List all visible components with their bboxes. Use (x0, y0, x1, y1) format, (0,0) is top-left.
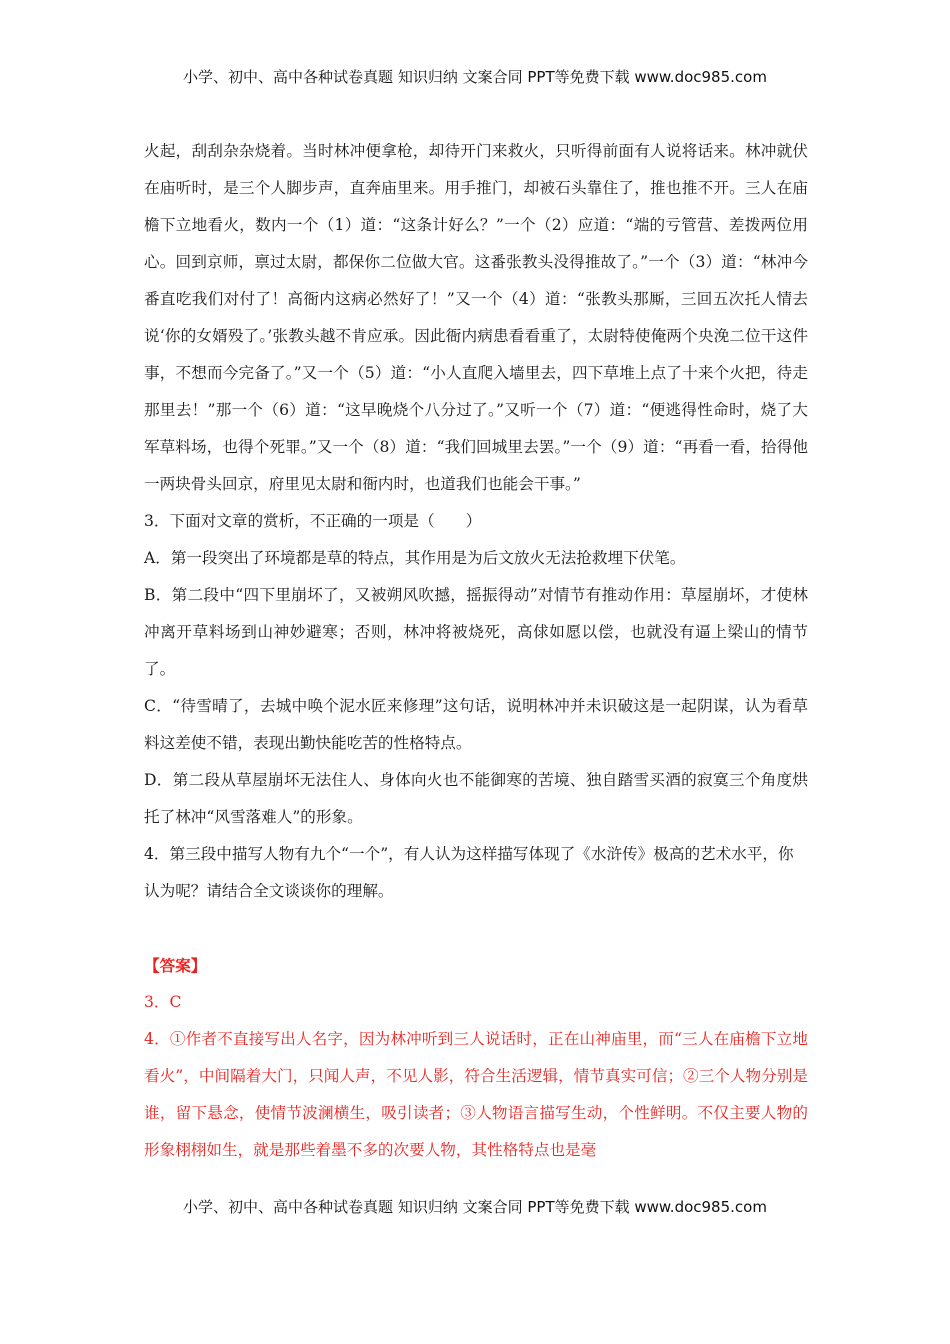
question-3-stem: 3．下面对文章的赏析，不正确的一项是（ ） (144, 512, 482, 530)
page-footer: 小学、初中、高中各种试卷真题 知识归纳 文案合同 PPT等免费下载 www.doc985.com (183, 1198, 767, 1216)
answer-title: 【答案】 (144, 956, 207, 975)
option-a: A．第一段突出了环境都是草的特点，其作用是为后文放火无法抢救埋下伏笔。 (144, 549, 686, 567)
option-b: B．第二段中“四下里崩坏了，又被朔风吹撼，摇振得动”对情节有推动作用：草屋崩坏，才使林冲离开草料场到山神妙避寒；否则，林冲将被烧死，高俅如愿以偿，也就没有逼上梁山的情节了。 (144, 586, 808, 678)
page-header: 小学、初中、高中各种试卷真题 知识归纳 文案合同 PPT等免费下载 www.doc985.com (183, 68, 767, 86)
passage-paragraph: 火起，刮刮杂杂烧着。当时林冲便拿枪，却待开门来救火，只听得前面有人说将话来。林冲就伏在庙听时，是三个人脚步声，直奔庙里来。用手推门，却被石头靠住了，推也推不开。三人在庙檐下立地看火，数内一个（1）道：“这条计好么？”一个（2）应道：“端的亏管营、差拨两位用心。回到京师，禀过太尉，都保你二位做大官。这番张教头没得推故了。”一个（3）道：“林冲今番直吃我们对付了！高衙内这病必然好了！”又一个（4）道：“张教头那厮，三回五次托人情去说‘你的女婿殁了。’张教头越不肯应承。因此衙内病患看看重了，太尉特使俺两个央浼二位干这件事，不想而今完备了。”又一个（5）道：“小人直爬入墙里去，四下草堆上点了十来个火把，待走那里去！”那一个（6）道：“这早晚烧个八分过了。”又听一个（7）道：“便逃得性命时，烧了大军草料场，也得个死罪。”又一个（8）道：“我们回城里去罢。”一个（9）道：“再看一看，拾得他一两块骨头回京，府里见太尉和衙内时，也道我们也能会干事。” (144, 142, 808, 493)
option-d: D．第二段从草屋崩坏无法住人、身体向火也不能御寒的苦境、独自踏雪买酒的寂寞三个角度烘托了林冲“风雪落难人”的形象。 (144, 771, 808, 826)
question-4-stem: 4．第三段中描写人物有九个“一个”，有人认为这样描写体现了《水浒传》极高的艺术水平，你认为呢？请结合全文谈谈你的理解。 (144, 845, 794, 900)
spacer (144, 910, 808, 947)
document-body (144, 133, 808, 1169)
answer-3: 3．C (144, 993, 182, 1011)
answer-4: 4．①作者不直接写出人名字，因为林冲听到三人说话时，正在山神庙里，而“三人在庙檐下立地看火”，中间隔着大门，只闻人声，不见人影，符合生活逻辑，情节真实可信；②三个人物分别是谁，留下悬念，使情节波澜横生，吸引读者；③人物语言描写生动，个性鲜明。不仅主要人物的形象栩栩如生，就是那些着墨不多的次要人物，其性格特点也是毫 (144, 1030, 808, 1159)
option-c: C．“待雪晴了，去城中唤个泥水匠来修理”这句话，说明林冲并未识破这是一起阴谋，认为看草料这差使不错，表现出勤快能吃苦的性格特点。 (144, 697, 808, 752)
